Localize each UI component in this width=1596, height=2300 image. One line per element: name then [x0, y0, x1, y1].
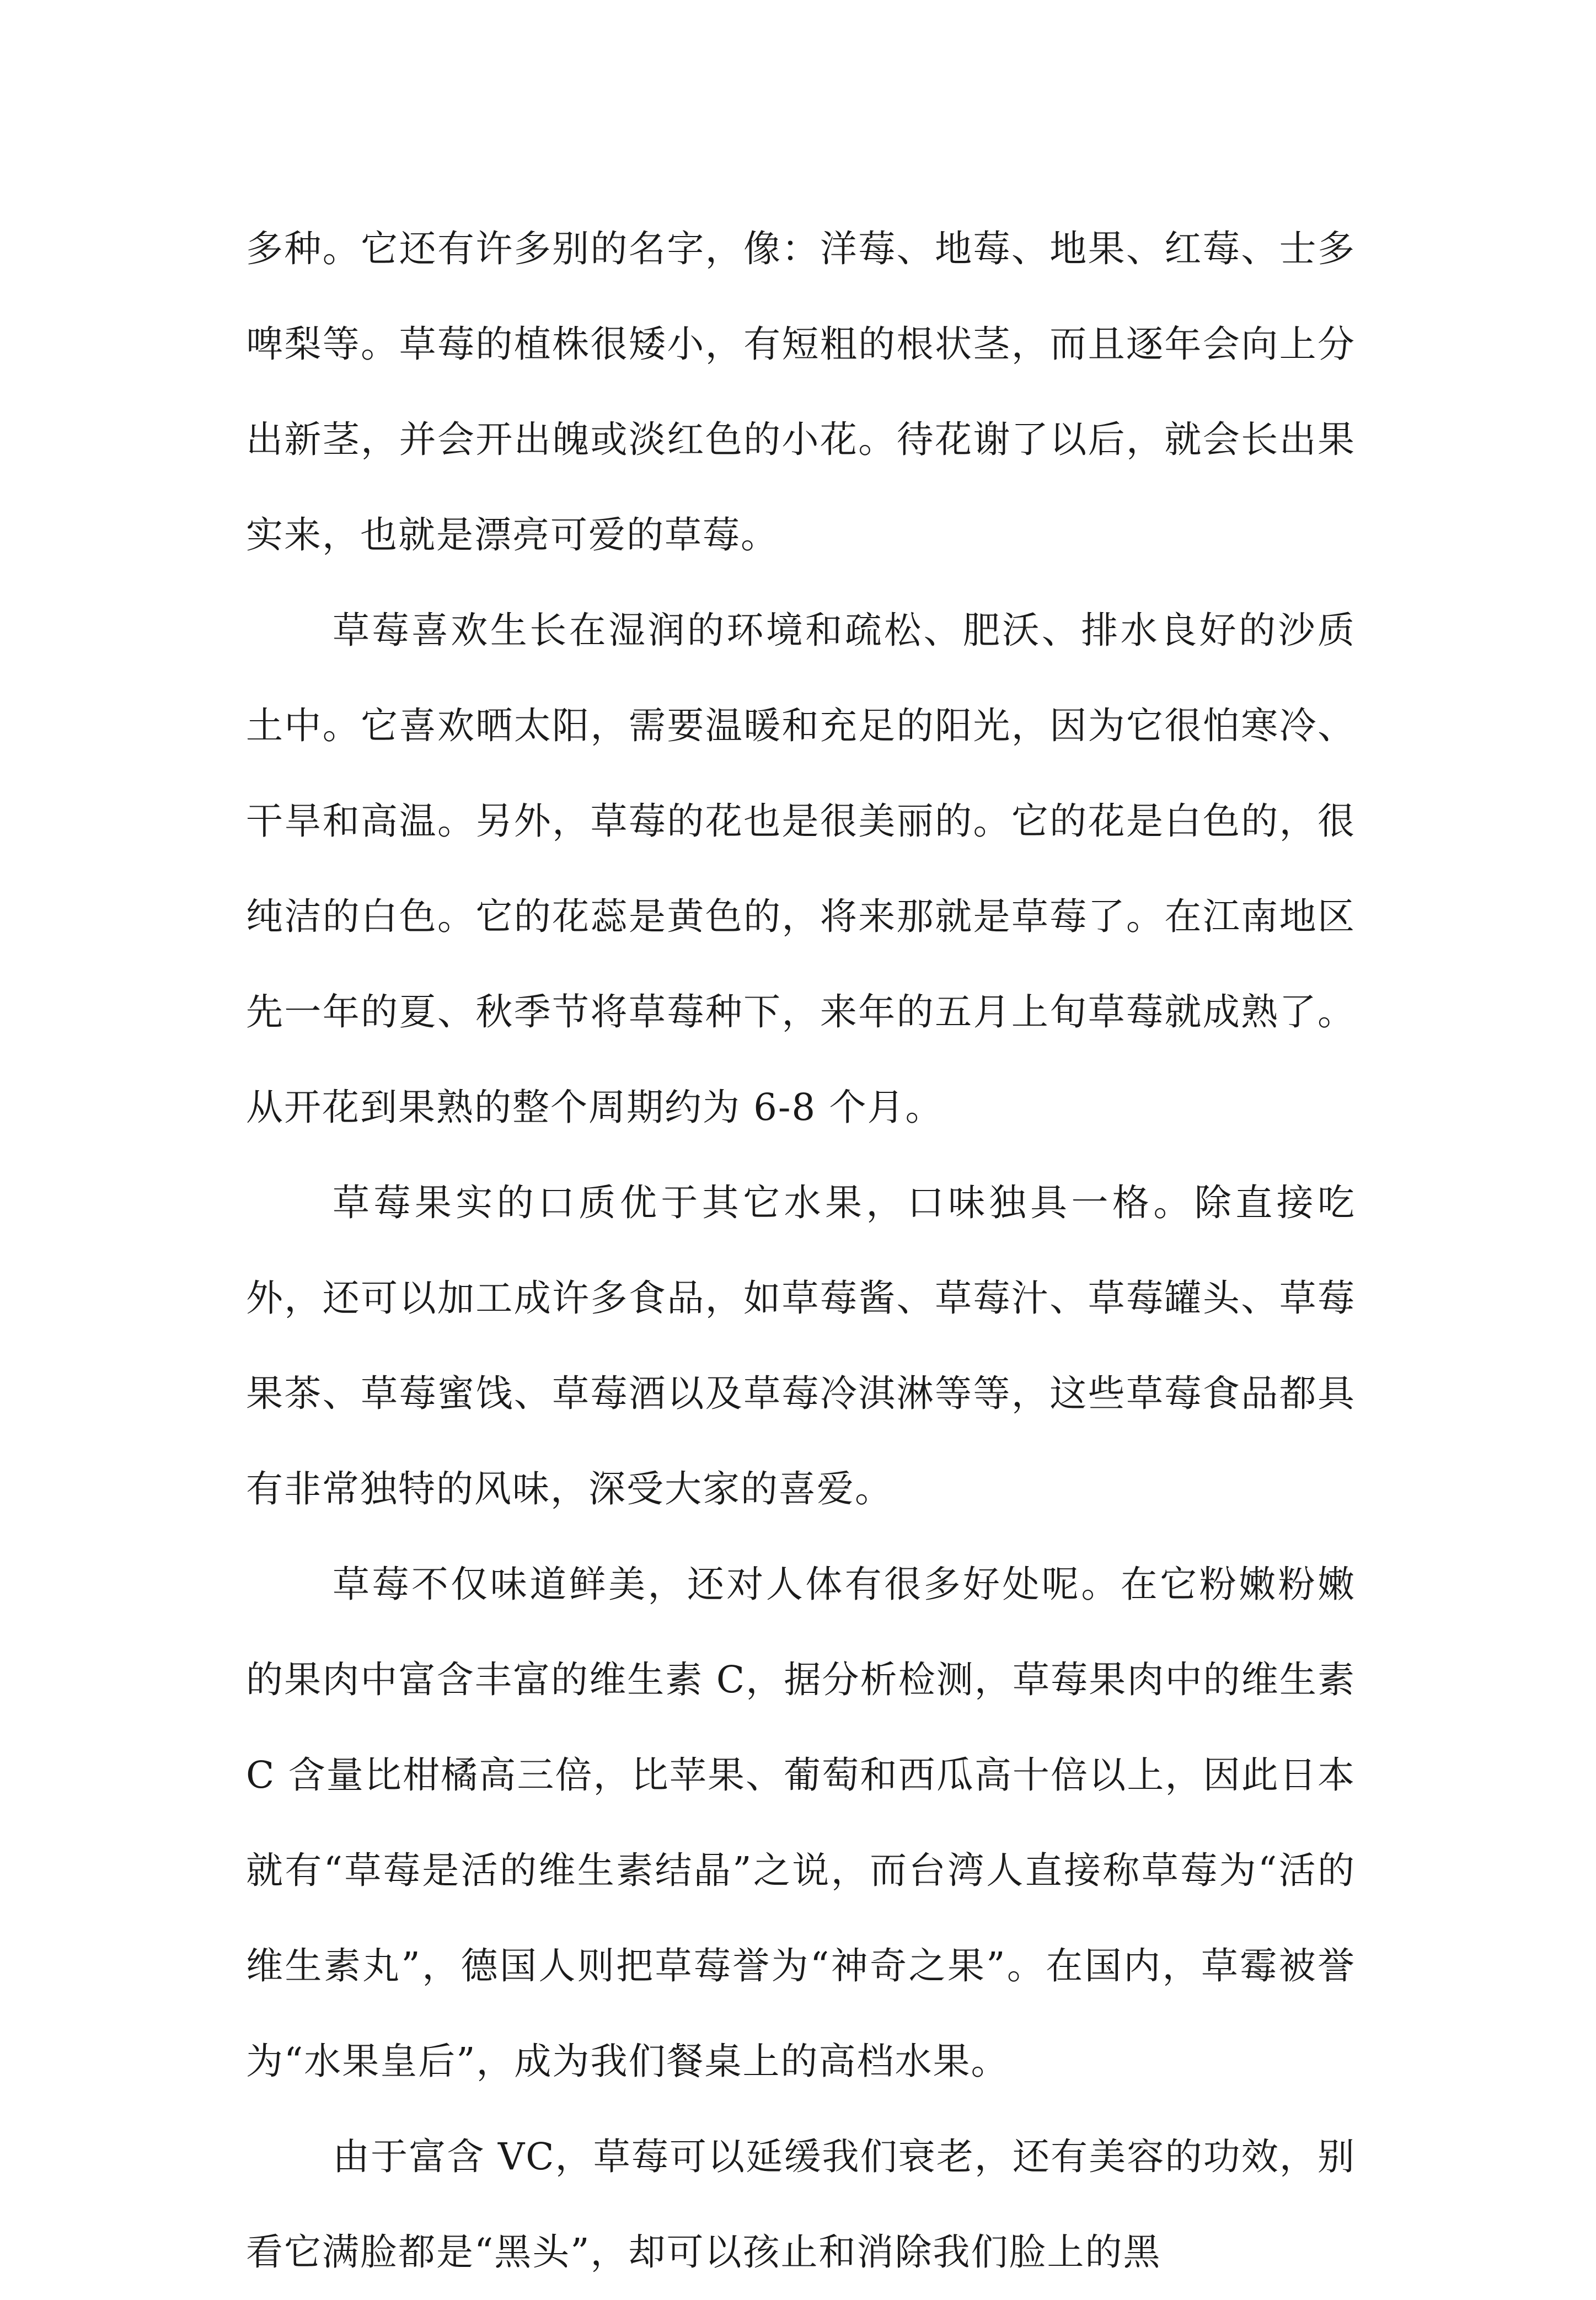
- paragraph-beauty: 由于富含 VC，草莓可以延缓我们衰老，还有美容的功效，别看它满脸都是“黑头”，却可以孩止和消除我们脸上的黑: [246, 2135, 1356, 2274]
- paragraph-taste-and-products: 草莓果实的口质优于其它水果，口味独具一格。除直接吃外，还可以加工成许多食品，如草莓酱、草莓汁、草莓罐头、草莓果茶、草莓蜜饯、草莓酒以及草莓冷淇淋等等，这些草莓食品都具有非常独特的风味，深受大家的喜爱。: [246, 1181, 1356, 1510]
- paragraph-growing-conditions: 草莓喜欢生长在湿润的环境和疏松、肥沃、排水良好的沙质土中。它喜欢晒太阳，需要温暖和充足的阳光，因为它很怕寒冷、干旱和高温。另外，草莓的花也是很美丽的。它的花是白色的，很纯洁的白色。它的花蕊是黄色的，将来那就是草莓了。在江南地区先一年的夏、秋季节将草莓种下，来年的五月上旬草莓就成熟了。从开花到果熟的整个周期约为 6-8 个月。: [246, 609, 1356, 1129]
- paragraph-nutrition: 草莓不仅味道鲜美，还对人体有很多好处呢。在它粉嫩粉嫩的果肉中富含丰富的维生素 C，据分析检测，草莓果肉中的维生素 C 含量比柑橘高三倍，比苹果、葡萄和西瓜高十倍以上，因此日本就有“草莓是活的维生素结晶”之说，而台湾人直接称草莓为“活的维生素丸”，德国人则把草莓誉为“神奇之果”。在国内，草霉被誉为“水果皇后”，成为我们餐桌上的高档水果。: [246, 1563, 1356, 2083]
- body-text: [246, 201, 1356, 2300]
- paragraph-continued: 多种。它还有许多别的名字，像：洋莓、地莓、地果、红莓、士多啤梨等。草莓的植株很矮小，有短粗的根状茎，而且逐年会向上分出新茎，并会开出魄或淡红色的小花。待花谢了以后，就会长出果实来，也就是漂亮可爱的草莓。: [246, 227, 1356, 556]
